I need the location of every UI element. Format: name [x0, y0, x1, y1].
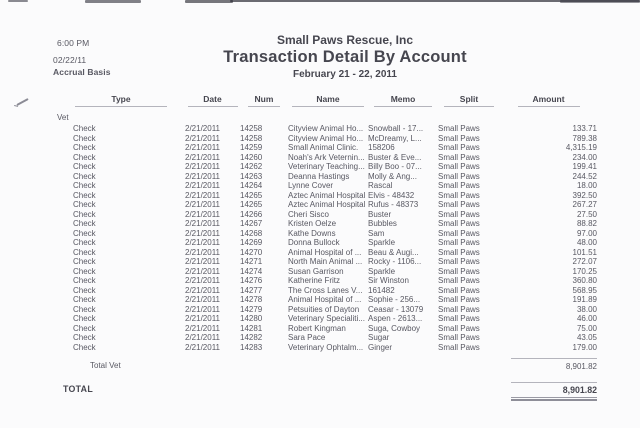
- cell-type: Check: [73, 162, 96, 171]
- cell-num: 14281: [240, 323, 263, 333]
- cell-name: Veterinary Specialiti...: [288, 314, 365, 323]
- report-date-range: February 21 - 22, 2011: [293, 69, 397, 80]
- cell-num: 14262: [240, 162, 263, 171]
- cell-name: Cityview Animal Ho...: [288, 133, 364, 143]
- column-header-num: Num: [240, 94, 288, 107]
- cell-amount: 199.41: [572, 162, 597, 171]
- column-header-date: Date: [185, 94, 240, 107]
- cell-num: 14278: [240, 295, 263, 304]
- cell-amount: 46.00: [576, 314, 597, 323]
- table-row: [57, 134, 597, 144]
- cell-type: Check: [73, 124, 96, 133]
- subtotal-row: [57, 355, 597, 371]
- cell-type: Check: [73, 219, 96, 228]
- cell-amount: 234.00: [572, 152, 597, 162]
- cell-amount: 789.38: [572, 133, 597, 143]
- cell-type: Check: [73, 285, 96, 295]
- cell-amount: 18.00: [576, 181, 597, 190]
- cell-memo: Sparkle: [368, 238, 396, 247]
- cell-num: 14267: [240, 219, 263, 228]
- cell-amount: 101.51: [572, 247, 597, 257]
- cell-date: 2/21/2011: [185, 323, 220, 333]
- cell-type: Check: [73, 228, 96, 238]
- cell-name: Cheri Sisco: [288, 209, 329, 219]
- table-row: [57, 248, 597, 258]
- cell-memo: Rufus - 48373: [368, 200, 419, 209]
- cell-split: Small Paws: [438, 143, 480, 152]
- cell-split: Small Paws: [438, 314, 480, 323]
- cell-split: Small Paws: [438, 209, 480, 219]
- cell-date: 2/21/2011: [185, 342, 220, 352]
- cell-name: Katherine Fritz: [288, 276, 341, 285]
- cell-amount: 48.00: [576, 238, 597, 247]
- cell-memo: Snowball - 17...: [368, 124, 424, 133]
- cell-type: Check: [73, 143, 96, 152]
- cell-memo: Bubbles: [368, 219, 397, 228]
- cell-date: 2/21/2011: [185, 190, 220, 200]
- cell-date: 2/21/2011: [185, 247, 220, 257]
- cell-split: Small Paws: [438, 323, 480, 333]
- cell-date: 2/21/2011: [185, 238, 220, 247]
- cell-num: 14260: [240, 152, 263, 162]
- cell-memo: Buster & Eve...: [368, 152, 422, 162]
- cell-type: Check: [73, 266, 96, 276]
- cell-split: Small Paws: [438, 171, 480, 181]
- cell-name: Veterinary Ophtalm...: [288, 342, 364, 352]
- cell-type: Check: [73, 333, 96, 342]
- cell-memo: Elvis - 48432: [368, 190, 415, 200]
- scan-artifact: [560, 0, 640, 3]
- cell-type: Check: [73, 238, 96, 247]
- column-header-name: Name: [288, 94, 368, 107]
- table-row: [57, 267, 597, 277]
- cell-date: 2/21/2011: [185, 152, 220, 162]
- cell-amount: 133.71: [572, 124, 597, 133]
- table-row: [57, 276, 597, 286]
- cell-name: Aztec Animal Hospital: [288, 200, 366, 209]
- cell-num: 14270: [240, 247, 263, 257]
- cell-memo: Sparkle: [368, 266, 396, 276]
- column-header-split: Split: [438, 94, 500, 107]
- cell-memo: Billy Boo - 07...: [368, 162, 422, 171]
- table-row: [57, 305, 597, 315]
- cell-amount: 360.80: [572, 276, 597, 285]
- cell-memo: 161482: [368, 285, 395, 295]
- cell-name: Animal Hospital of ...: [288, 247, 362, 257]
- table-row: [57, 200, 597, 210]
- cell-num: 14265: [240, 200, 263, 209]
- cell-split: Small Paws: [438, 247, 480, 257]
- cell-split: Small Paws: [438, 152, 480, 162]
- table-row: [57, 314, 597, 324]
- cell-memo: Rascal: [368, 181, 393, 190]
- cell-amount: 97.00: [576, 228, 597, 238]
- cell-num: 14282: [240, 333, 263, 342]
- column-header-amount: Amount: [500, 94, 597, 107]
- cell-type: Check: [73, 304, 96, 314]
- cell-num: 14264: [240, 181, 263, 190]
- cell-type: Check: [73, 295, 96, 304]
- cell-name: Animal Hospital of ...: [288, 295, 362, 304]
- cell-name: Susan Garrison: [288, 266, 344, 276]
- cell-num: 14258: [240, 124, 263, 133]
- cell-num: 14276: [240, 276, 263, 285]
- cell-type: Check: [73, 133, 96, 143]
- cell-split: Small Paws: [438, 133, 480, 143]
- cell-split: Small Paws: [438, 276, 480, 285]
- cell-num: 14259: [240, 143, 263, 152]
- cell-num: 14283: [240, 342, 263, 352]
- cell-split: Small Paws: [438, 238, 480, 247]
- cell-date: 2/21/2011: [185, 285, 220, 295]
- cell-amount: 88.82: [576, 219, 597, 228]
- cell-date: 2/21/2011: [185, 276, 220, 285]
- cell-date: 2/21/2011: [185, 257, 220, 266]
- cell-name: Kathe Downs: [288, 228, 336, 238]
- cell-date: 2/21/2011: [185, 133, 220, 143]
- cell-split: Small Paws: [438, 295, 480, 304]
- cell-split: Small Paws: [438, 124, 480, 133]
- cell-memo: McDreamy, L...: [368, 133, 422, 143]
- cell-memo: Sam: [368, 228, 385, 238]
- cell-split: Small Paws: [438, 342, 480, 352]
- cell-name: North Main Animal ...: [288, 257, 363, 266]
- cell-type: Check: [73, 257, 96, 266]
- grand-total-double-rule: [511, 397, 597, 401]
- column-header-type: Type: [57, 94, 185, 107]
- cell-type: Check: [73, 276, 96, 285]
- company-name: Small Paws Rescue, Inc: [276, 33, 414, 47]
- cell-split: Small Paws: [438, 228, 480, 238]
- cell-num: 14279: [240, 304, 263, 314]
- cell-name: Aztec Animal Hospital: [288, 190, 366, 200]
- table-row: [57, 162, 597, 172]
- cell-num: 14280: [240, 314, 263, 323]
- cell-amount: 272.07: [572, 257, 597, 266]
- cell-split: Small Paws: [438, 257, 480, 266]
- cell-date: 2/21/2011: [185, 162, 220, 171]
- cell-date: 2/21/2011: [185, 266, 220, 276]
- cell-amount: 43.05: [576, 333, 597, 342]
- report-title: Transaction Detail By Account: [223, 48, 467, 66]
- cell-memo: Molly & Ang...: [368, 171, 417, 181]
- cell-type: Check: [73, 247, 96, 257]
- cell-name: Sara Pace: [288, 333, 326, 342]
- cell-type: Check: [73, 323, 96, 333]
- cell-name: Cityview Animal Ho...: [288, 124, 364, 133]
- cell-amount: 27.50: [576, 209, 597, 219]
- cell-num: 14271: [240, 257, 263, 266]
- cell-name: Donna Bullock: [288, 238, 340, 247]
- table-row: [57, 153, 597, 163]
- subtotal-amount: 8,901.82: [500, 358, 597, 371]
- cell-date: 2/21/2011: [185, 171, 220, 181]
- cell-date: 2/21/2011: [185, 181, 220, 190]
- table-row: [57, 124, 597, 134]
- cell-memo: Rocky - 1106...: [368, 257, 422, 266]
- cell-memo: Sugar: [368, 333, 390, 342]
- cell-type: Check: [73, 152, 96, 162]
- cell-amount: 392.50: [572, 190, 597, 200]
- cell-type: Check: [73, 342, 96, 352]
- cell-type: Check: [73, 181, 96, 190]
- cell-type: Check: [73, 314, 96, 323]
- cell-name: Veterinary Teaching...: [288, 162, 365, 171]
- cell-memo: Buster: [368, 209, 392, 219]
- cell-amount: 179.00: [572, 342, 597, 352]
- cell-name: The Cross Lanes V...: [288, 285, 363, 295]
- cell-split: Small Paws: [438, 181, 480, 190]
- cell-memo: Sophie - 256...: [368, 295, 421, 304]
- cell-num: 14268: [240, 228, 263, 238]
- cell-date: 2/21/2011: [185, 219, 220, 228]
- cell-date: 2/21/2011: [185, 295, 220, 304]
- cell-memo: Ceasar - 13079: [368, 304, 424, 314]
- cell-type: Check: [73, 171, 96, 181]
- cell-amount: 191.89: [572, 295, 597, 304]
- cell-amount: 244.52: [572, 171, 597, 181]
- scan-artifact: [8, 0, 28, 2]
- table-row: [57, 238, 597, 248]
- print-date: 02/22/11: [53, 55, 87, 65]
- cell-amount: 170.25: [572, 266, 597, 276]
- cell-memo: Ginger: [368, 342, 393, 352]
- table-row: [57, 143, 597, 153]
- table-row: [57, 257, 597, 267]
- grand-total-amount: 8,901.82: [500, 382, 597, 395]
- cell-split: Small Paws: [438, 304, 480, 314]
- cell-num: 14277: [240, 285, 263, 295]
- column-header-memo: Memo: [368, 94, 438, 107]
- cell-type: Check: [73, 209, 96, 219]
- report-titles: [65, 33, 625, 80]
- cell-date: 2/21/2011: [185, 314, 220, 323]
- table-row: [57, 191, 597, 201]
- scan-artifact: [185, 0, 233, 3]
- accrual-basis-label: Accrual Basis: [53, 67, 111, 77]
- cell-split: Small Paws: [438, 219, 480, 228]
- cell-name: Robert Kingman: [288, 323, 346, 333]
- cell-name: Kristen Oelze: [288, 219, 337, 228]
- table-row: [57, 333, 597, 343]
- cell-name: Lynne Cover: [288, 181, 334, 190]
- cell-split: Small Paws: [438, 266, 480, 276]
- cell-memo: Beau & Augi...: [368, 247, 419, 257]
- cell-num: 14258: [240, 133, 263, 143]
- grand-total-row: [57, 380, 597, 395]
- subtotal-label: Total Vet: [90, 361, 121, 370]
- table-row: [57, 172, 597, 182]
- cell-memo: Suga, Cowboy: [368, 323, 421, 333]
- table-row: [57, 286, 597, 296]
- cell-amount: 75.00: [576, 323, 597, 333]
- cell-amount: 38.00: [576, 304, 597, 314]
- scan-artifact: [85, 0, 141, 3]
- cell-num: 14265: [240, 190, 263, 200]
- section-label-vet: Vet: [57, 113, 69, 122]
- cell-amount: 568.95: [572, 285, 597, 295]
- table-row: [57, 210, 597, 220]
- table-row: [57, 181, 597, 191]
- pen-mark: [16, 98, 28, 106]
- cell-num: 14269: [240, 238, 263, 247]
- table-row: [57, 229, 597, 239]
- cell-memo: Sir Winston: [368, 276, 409, 285]
- cell-date: 2/21/2011: [185, 228, 220, 238]
- cell-split: Small Paws: [438, 285, 480, 295]
- cell-memo: Aspen - 2613...: [368, 314, 423, 323]
- transactions-table: [57, 94, 597, 395]
- cell-split: Small Paws: [438, 200, 480, 209]
- cell-date: 2/21/2011: [185, 200, 220, 209]
- cell-name: Small Animal Clinic.: [288, 143, 359, 152]
- cell-num: 14263: [240, 171, 263, 181]
- cell-split: Small Paws: [438, 162, 480, 171]
- grand-total-label: TOTAL: [63, 384, 94, 394]
- print-time: 6:00 PM: [57, 38, 90, 48]
- table-header-row: [57, 94, 597, 107]
- table-body: [57, 124, 597, 352]
- cell-name: Deanna Hastings: [288, 171, 350, 181]
- cell-amount: 267.27: [572, 200, 597, 209]
- cell-date: 2/21/2011: [185, 124, 220, 133]
- cell-date: 2/21/2011: [185, 209, 220, 219]
- cell-date: 2/21/2011: [185, 304, 220, 314]
- cell-type: Check: [73, 200, 96, 209]
- cell-amount: 4,315.19: [565, 143, 597, 152]
- cell-name: Petsuities of Dayton: [288, 304, 360, 314]
- cell-date: 2/21/2011: [185, 333, 220, 342]
- cell-split: Small Paws: [438, 333, 480, 342]
- cell-type: Check: [73, 190, 96, 200]
- table-row: [57, 295, 597, 305]
- cell-date: 2/21/2011: [185, 143, 220, 152]
- cell-split: Small Paws: [438, 190, 480, 200]
- table-row: [57, 219, 597, 229]
- table-row: [57, 324, 597, 334]
- cell-memo: 158206: [368, 143, 395, 152]
- cell-num: 14274: [240, 266, 263, 276]
- table-row: [57, 343, 597, 353]
- cell-num: 14266: [240, 209, 263, 219]
- cell-name: Noah's Ark Veternin...: [288, 152, 365, 162]
